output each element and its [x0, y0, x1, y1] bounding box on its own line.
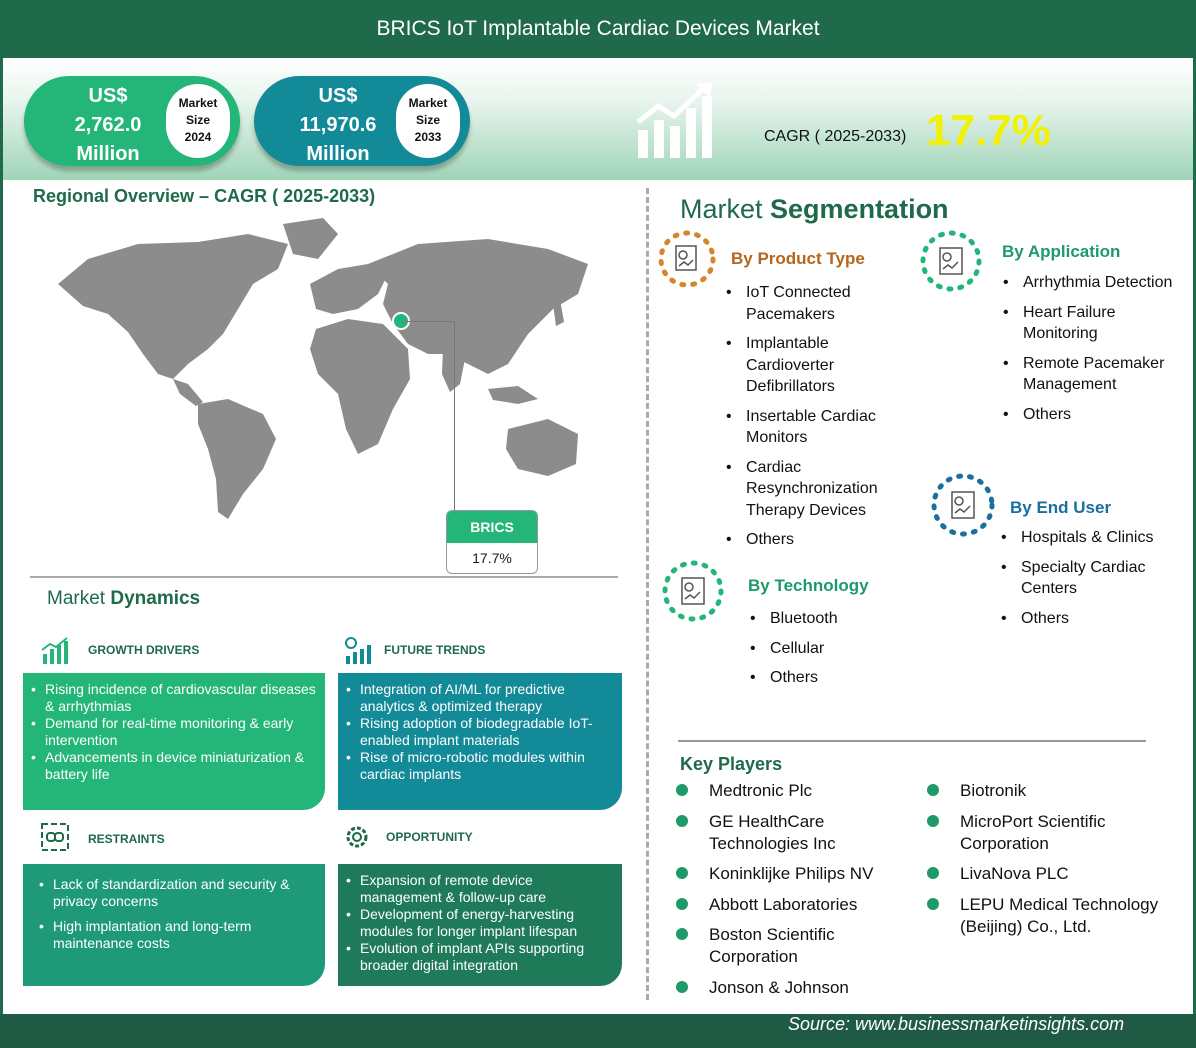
badge-year: 2024 — [184, 130, 212, 144]
bullet-dot — [676, 867, 688, 879]
list-item: • Expansion of remote device management & follow-up care — [360, 872, 614, 906]
key-player: LivaNova PLC — [960, 864, 1069, 883]
restraint-chain-icon — [40, 822, 70, 852]
bullet-dot — [927, 867, 939, 879]
application-heading: By Application — [1002, 242, 1121, 261]
bullet-dot — [676, 981, 688, 993]
technology-icon — [662, 558, 724, 624]
list-item: • Implantable Cardioverter Defibrillators — [746, 333, 916, 398]
title-plain: Market — [47, 588, 111, 609]
key-player: MicroPort Scientific Corporation — [960, 812, 1106, 853]
list-item: • Heart Failure Monitoring — [1023, 302, 1188, 345]
trend-chart-icon — [342, 636, 372, 666]
badge-line: Size — [415, 113, 440, 127]
product-type-heading: By Product Type — [731, 249, 865, 268]
bullet-dot — [676, 784, 688, 796]
market-size-2033-pill — [254, 76, 470, 166]
key-players-title: Key Players — [680, 754, 783, 774]
growth-drivers-box — [23, 673, 325, 810]
list-item: • Specialty Cardiac Centers — [1021, 557, 1186, 600]
opportunity-heading: OPPORTUNITY — [386, 830, 473, 844]
market-dynamics-title — [47, 588, 200, 610]
key-player: Koninklijke Philips NV — [709, 864, 874, 883]
list-item: • Hospitals & Clinics — [1021, 527, 1186, 549]
market-size-2024-badge — [166, 84, 230, 158]
future-trends-heading: FUTURE TRENDS — [384, 643, 486, 657]
future-trends-box — [338, 673, 622, 810]
badge-line: Market — [178, 96, 218, 110]
bullet-dot — [676, 928, 688, 940]
list-item: • Demand for real-time monitoring & early intervention — [45, 715, 317, 749]
list-item: • Development of energy-harvesting modules for longer implant lifespan — [360, 906, 614, 940]
title-bold: Dynamics — [110, 588, 201, 609]
list-item: • Advancements in device miniaturization & battery life — [45, 749, 317, 783]
size-value: 2,762.0 — [74, 114, 142, 136]
world-map — [48, 214, 608, 524]
list-item: • Cardiac Resynchronization Therapy Devices — [746, 457, 916, 522]
end-user-list — [1021, 527, 1186, 637]
market-size-2024-value — [38, 82, 178, 169]
restraints-box — [23, 864, 325, 986]
market-size-2033-value — [268, 82, 408, 169]
end-user-heading: By End User — [1010, 498, 1112, 517]
section-divider — [30, 576, 618, 578]
market-segmentation-title — [680, 194, 949, 225]
currency-label: US$ — [318, 85, 358, 107]
list-item: • Lack of standardization and security & privacy concerns — [53, 876, 317, 910]
end-user-icon — [930, 472, 996, 538]
growth-chart-icon — [636, 82, 716, 160]
cagr-value: 17.7% — [926, 106, 1051, 155]
regional-overview-title: Regional Overview – CAGR ( 2025-2033) — [33, 186, 376, 206]
brics-label: BRICS — [447, 511, 537, 543]
list-item: • Cellular — [770, 638, 910, 660]
key-player: Jonson & Johnson — [709, 978, 849, 997]
technology-list — [770, 608, 910, 697]
bullet-dot — [676, 815, 688, 827]
badge-line: Size — [185, 113, 210, 127]
title-plain: Market — [680, 194, 771, 224]
market-size-2033-badge — [396, 84, 460, 158]
list-item: • Integration of AI/ML for predictive analytics & optimized therapy — [360, 681, 614, 715]
left-frame — [0, 58, 3, 1018]
application-icon — [920, 228, 982, 294]
bullet-dot — [927, 784, 939, 796]
list-item: • Bluetooth — [770, 608, 910, 630]
list-item: • Rising adoption of biodegradable IoT-enabled implant materials — [360, 715, 614, 749]
growth-bars-icon — [40, 636, 70, 666]
badge-line: Market — [408, 96, 448, 110]
list-item: • High implantation and long-term maintenance costs — [53, 918, 317, 952]
product-type-icon — [658, 228, 716, 290]
currency-label: US$ — [88, 85, 128, 107]
list-item: • Insertable Cardiac Monitors — [746, 406, 916, 449]
key-player: Abbott Laboratories — [709, 895, 858, 914]
title-bold: Segmentation — [770, 194, 949, 224]
cagr-label: CAGR ( 2025-2033) — [764, 128, 907, 145]
key-player: Boston Scientific Corporation — [709, 925, 835, 966]
bullet-dot — [676, 898, 688, 910]
list-item: • IoT Connected Pacemakers — [746, 282, 916, 325]
size-unit: Million — [76, 143, 140, 165]
key-player: GE HealthCare Technologies Inc — [709, 812, 836, 853]
key-player: Medtronic Plc — [709, 781, 812, 800]
opportunity-box — [338, 864, 622, 986]
page-title: BRICS IoT Implantable Cardiac Devices Market — [0, 0, 1196, 58]
list-item: • Others — [1023, 404, 1188, 426]
restraints-heading: RESTRAINTS — [88, 832, 165, 846]
growth-drivers-heading: GROWTH DRIVERS — [88, 643, 200, 657]
badge-year: 2033 — [414, 130, 442, 144]
application-list — [1023, 272, 1188, 433]
brics-callout — [446, 510, 538, 574]
bullet-dot — [927, 815, 939, 827]
source-text: Source: www.businessmarketinsights.com — [788, 1014, 1125, 1034]
key-players-divider — [678, 740, 1146, 742]
list-item: • Evolution of implant APIs supporting broader digital integration — [360, 940, 614, 974]
list-item: • Rise of micro-robotic modules within cardiac implants — [360, 749, 614, 783]
leader-line — [401, 321, 455, 511]
size-value: 11,970.6 — [299, 114, 377, 136]
key-player: Biotronik — [960, 781, 1027, 800]
market-size-2024-pill — [24, 76, 240, 166]
size-unit: Million — [306, 143, 370, 165]
opportunity-gear-icon — [342, 822, 372, 852]
bullet-dot — [927, 898, 939, 910]
column-divider — [646, 188, 649, 1000]
list-item: • Others — [770, 667, 910, 689]
list-item: • Others — [746, 529, 916, 551]
brics-value: 17.7% — [472, 550, 512, 566]
technology-heading: By Technology — [748, 576, 869, 595]
list-item: • Rising incidence of cardiovascular diseases & arrhythmias — [45, 681, 317, 715]
product-type-list — [746, 282, 916, 559]
list-item: • Remote Pacemaker Management — [1023, 353, 1188, 396]
list-item: • Others — [1021, 608, 1186, 630]
list-item: • Arrhythmia Detection — [1023, 272, 1188, 294]
key-player: LEPU Medical Technology (Beijing) Co., Ltd. — [960, 895, 1159, 936]
